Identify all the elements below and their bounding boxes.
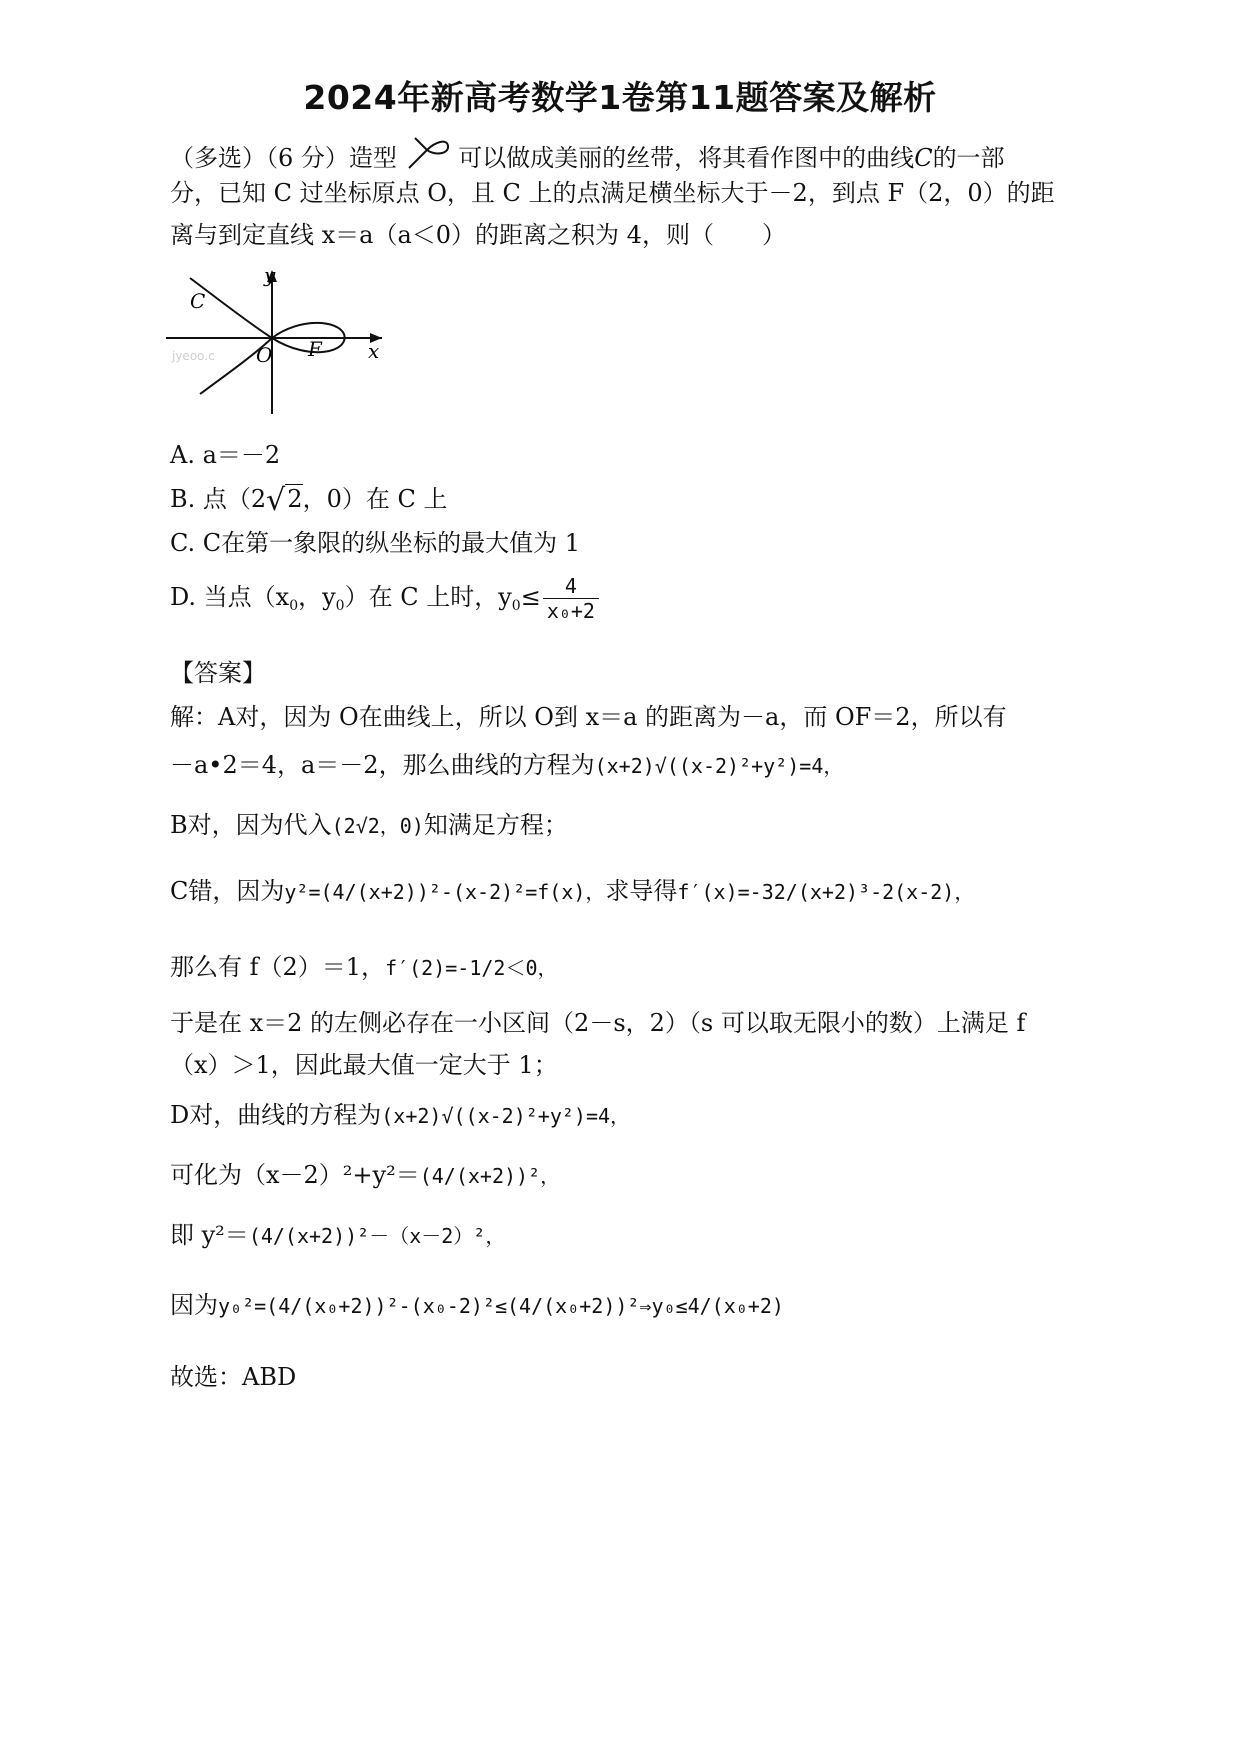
point-formula: (2√2，0) xyxy=(331,814,424,838)
option-a: A. a＝－2 xyxy=(170,441,281,469)
answer-line-3 xyxy=(170,810,568,841)
derivative-formula: f′(x)=-32/(x+2)³-2(x-2)， xyxy=(677,880,975,904)
y-axis-label: y xyxy=(264,263,276,287)
option-d-denominator: x₀+2 xyxy=(543,598,599,623)
option-b-prefix: B. 点（2 xyxy=(170,485,267,513)
y-squared-rewrite: (4/(x+2))²－（x－2）²， xyxy=(248,1224,506,1248)
answer-line-8 xyxy=(170,1100,630,1131)
answer-line-7: （x）＞1，因此最大值一定大于 1； xyxy=(170,1051,558,1079)
option-d-sub-y2: 0 xyxy=(511,598,521,614)
rewritten-formula: (4/(x+2))²， xyxy=(419,1164,561,1188)
option-c: C. C在第一象限的纵坐标的最大值为 1 xyxy=(170,529,581,557)
question-line-1 xyxy=(170,136,1005,173)
answer-line-3-end: 知满足方程； xyxy=(423,811,568,839)
answer-line-1: 解：A对，因为 O在曲线上，所以 O到 x＝a 的距离为－a，而 OF＝2，所以有 xyxy=(170,703,1007,731)
curve-equation: (x+2)√((x-2)²+y²)=4， xyxy=(594,754,844,778)
radical-sign: √ xyxy=(266,483,286,518)
answer-line-2-text: －a•2＝4，a＝－2，那么曲线的方程为 xyxy=(170,751,595,779)
answer-line-8-text: D对，曲线的方程为 xyxy=(170,1101,382,1129)
answer-line-10-text: 即 y²＝ xyxy=(170,1221,249,1249)
option-d-sub-y: 0 xyxy=(335,598,345,614)
inequality-formula: y₀²=(4/(x₀+2))²-(x₀-2)²≤(4/(x₀+2))²⇒y₀≤4/(x₀+2) xyxy=(218,1294,784,1318)
question-line-3: 离与到定直线 x＝a（a＜0）的距离之积为 4，则（ ） xyxy=(170,221,786,249)
option-d xyxy=(170,574,601,623)
option-d-fraction xyxy=(543,574,599,623)
answer-line-4-mid: 求导得 xyxy=(605,877,678,905)
x-axis-label: x xyxy=(368,339,380,363)
ribbon-icon xyxy=(405,136,451,170)
conclusion: 故选：ABD xyxy=(170,1363,297,1391)
question-text-1-end: 的一部 xyxy=(932,144,1005,172)
option-b-suffix: ，0）在 C 上 xyxy=(302,485,448,513)
answer-line-2 xyxy=(170,750,843,781)
option-b xyxy=(170,484,447,516)
answer-heading: 【答案】 xyxy=(170,659,266,687)
curve-equation-2: (x+2)√((x-2)²+y²)=4， xyxy=(381,1104,631,1128)
answer-line-6: 于是在 x＝2 的左侧必存在一小区间（2－s，2）（s 可以取无限小的数）上满足 f xyxy=(170,1009,1026,1037)
answer-line-4 xyxy=(170,876,974,907)
answer-line-5-text: 那么有 f（2）＝1， xyxy=(170,953,386,981)
curve-c xyxy=(190,278,345,394)
question-line-2: 分，已知 C 过坐标原点 O，且 C 上的点满足横坐标大于－2，到点 F（2，0）的距 xyxy=(170,179,1055,207)
answer-line-10 xyxy=(170,1220,505,1251)
answer-line-3-text: B对，因为代入 xyxy=(170,811,332,839)
origin-label: O xyxy=(256,343,273,367)
option-d-sub-x: 0 xyxy=(289,598,299,614)
answer-line-4-text: C错，因为 xyxy=(170,877,285,905)
option-d-mid: ，y xyxy=(298,583,336,611)
focus-label: F xyxy=(308,337,322,361)
option-d-prefix: D. 当点（x xyxy=(170,583,290,611)
option-d-mid2: ）在 C 上时，y xyxy=(344,583,512,611)
answer-line-5 xyxy=(170,952,558,983)
option-b-radicand: 2 xyxy=(287,485,303,513)
curve-name: C xyxy=(914,144,933,172)
curve-figure xyxy=(160,262,400,422)
answer-line-11-text: 因为 xyxy=(170,1291,218,1319)
derivative-value: f′(2)=-1/2＜0， xyxy=(385,956,558,980)
question-prefix: （多选）（6 分）造型 xyxy=(170,144,397,172)
page-title: 2024年新高考数学1卷第11题答案及解析 xyxy=(303,78,937,117)
question-text-1: 可以做成美丽的丝带，将其看作图中的曲线 xyxy=(458,144,915,172)
watermark: jyeoo.c xyxy=(172,349,215,363)
y-squared-formula: y²=(4/(x+2))²-(x-2)²=f(x)， xyxy=(284,880,606,904)
answer-line-11 xyxy=(170,1290,784,1321)
option-d-numerator: 4 xyxy=(564,574,577,598)
answer-line-9 xyxy=(170,1160,560,1191)
option-d-relation: ≤ xyxy=(520,583,541,611)
answer-line-9-text: 可化为（x－2）²+y²＝ xyxy=(170,1161,420,1189)
curve-label: C xyxy=(190,289,206,313)
